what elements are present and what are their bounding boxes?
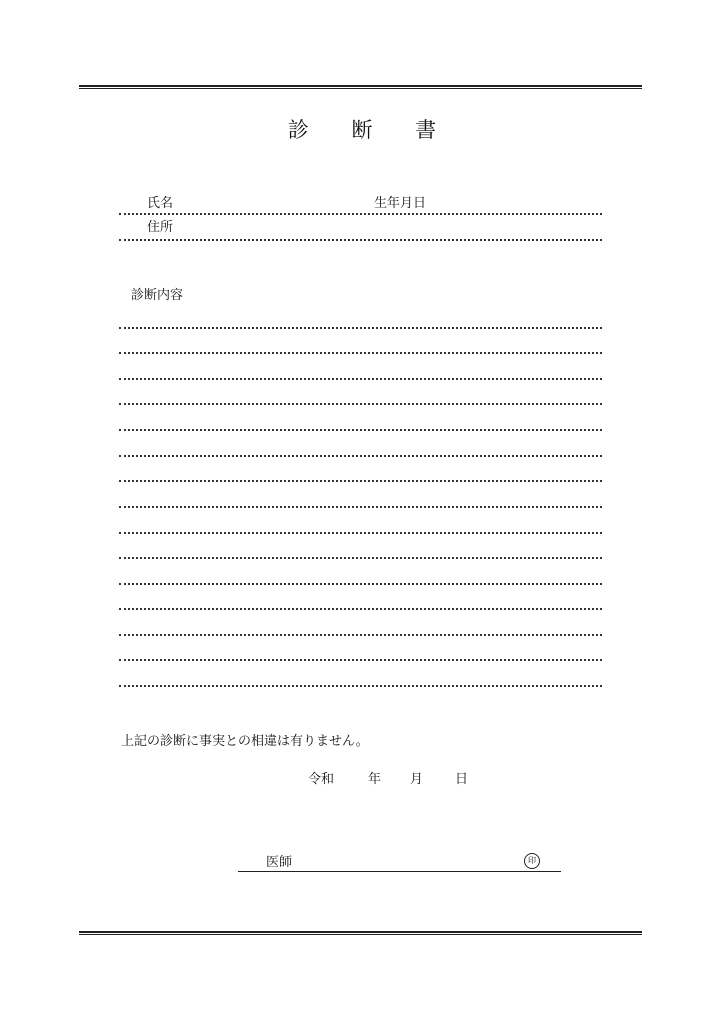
doctor-label: 医師	[266, 855, 293, 870]
date-of-birth-label: 生年月日	[374, 196, 427, 211]
diagnosis-content-label: 診断内容	[131, 288, 184, 303]
diagnosis-line	[119, 583, 602, 585]
address-label: 住所	[147, 220, 174, 235]
doctor-signature-line	[238, 871, 561, 872]
name-dob-line	[119, 213, 602, 215]
diagnosis-line	[119, 532, 602, 534]
diagnosis-line	[119, 506, 602, 508]
bottom-border-rule	[79, 931, 642, 935]
day-label: 日	[455, 772, 469, 787]
name-label: 氏名	[147, 196, 174, 211]
diagnosis-line	[119, 659, 602, 661]
diagnosis-line	[119, 608, 602, 610]
diagnosis-line	[119, 327, 602, 329]
era-label: 令和	[308, 772, 335, 787]
diagnosis-line	[119, 429, 602, 431]
diagnosis-line	[119, 352, 602, 354]
diagnosis-line	[119, 634, 602, 636]
certification-statement: 上記の診断に事実との相違は有りません。	[121, 734, 369, 749]
diagnosis-line	[119, 557, 602, 559]
document-title: 診 断 書	[287, 118, 455, 142]
diagnosis-line	[119, 685, 602, 687]
year-label: 年	[368, 772, 382, 787]
month-label: 月	[410, 772, 424, 787]
seal-mark: 印	[524, 853, 540, 869]
diagnosis-line	[119, 455, 602, 457]
diagnosis-line	[119, 378, 602, 380]
diagnosis-line	[119, 480, 602, 482]
top-border-rule	[79, 85, 642, 89]
diagnosis-line	[119, 403, 602, 405]
address-line	[119, 239, 602, 241]
